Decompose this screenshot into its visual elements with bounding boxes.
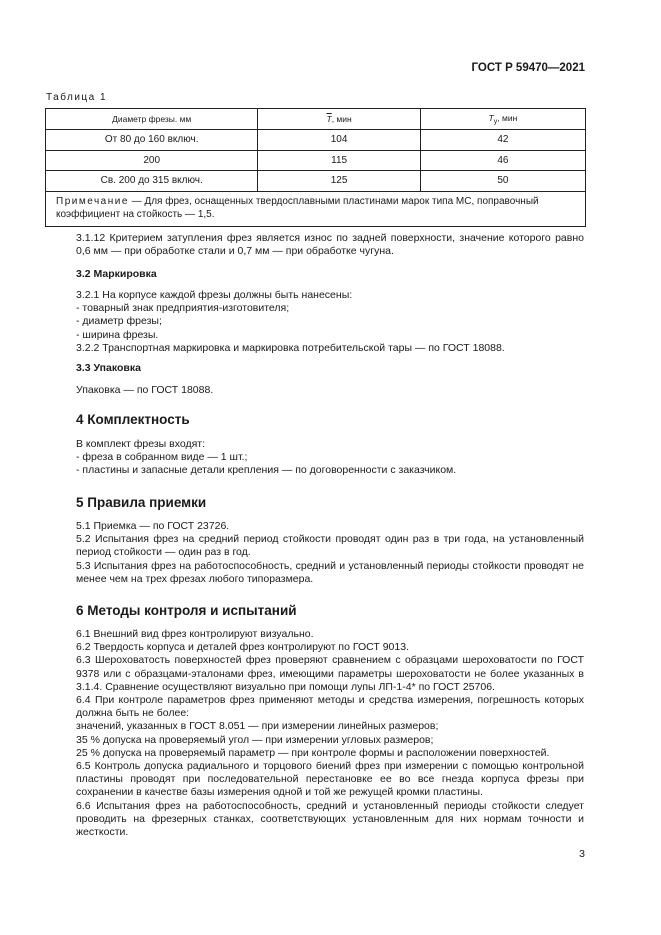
acceptance-block xyxy=(76,520,584,586)
paragraph-text: 3.1.12 Критерием затупления фрез является износ по задней поверхности, значение которого равно 0,6 мм — при обработке стали и 0,7 мм — при обработке чугуна. xyxy=(76,232,584,258)
cell-diameter: 200 xyxy=(46,150,258,171)
cell-ty: 46 xyxy=(420,150,585,171)
table-note-row xyxy=(46,191,586,226)
col-diameter-header: Диаметр фрезы. мм xyxy=(46,109,258,130)
heading-6: 6 Методы контроля и испытаний xyxy=(76,603,297,618)
cell-t: 104 xyxy=(258,130,420,151)
paragraph-3-3: Упаковка — по ГОСТ 18088. xyxy=(76,384,214,396)
ty-subscript: у xyxy=(493,118,498,126)
col-ty-header xyxy=(420,109,585,130)
paragraph-6-4: 6.4 При контроле параметров фрез применяют методы и средства измерения, погрешность которых должна быть не более: xyxy=(76,694,584,720)
table-caption: Таблица 1 xyxy=(46,92,108,103)
list-item: - диаметр фрезы; xyxy=(76,315,162,328)
paragraph-3-1-12 xyxy=(76,232,584,258)
cell-diameter: От 80 до 160 включ. xyxy=(46,130,258,151)
paragraph-6-2: 6.2 Твердость корпуса и деталей фрез контролируют по ГОСТ 9013. xyxy=(76,641,409,654)
list-item: 25 % допуска на проверяемый параметр — при контроле формы и расположении поверхностей. xyxy=(76,746,550,759)
col-t-header xyxy=(258,109,420,130)
paragraph-5-2: 5.2 Испытания фрез на средний период стойкости проводят один раз в три года, на установленный период стойкости — один раз в год. xyxy=(76,533,584,559)
cell-ty: 42 xyxy=(420,130,585,151)
methods-block xyxy=(76,628,584,839)
list-item: - ширина фрезы. xyxy=(76,328,159,341)
table-row xyxy=(46,171,586,192)
table-1 xyxy=(45,108,586,227)
table-row xyxy=(46,130,586,151)
t-mean-symbol: $\overline{T}$ xyxy=(326,114,332,124)
paragraph-5-3: 5.3 Испытания фрез на работоспособность, средний и установленный периоды стойкости проводят не менее чем на трех фрезах любого типоразмера. xyxy=(76,559,584,585)
completeness-block xyxy=(76,438,584,478)
paragraph-6-6: 6.6 Испытания фрез на работоспособность, средний и установленный периоды стойкости следует проводить на фрезерных станках, соответствующих установленным для них нормам точности и жесткости. xyxy=(76,799,584,839)
ty-unit: , мин xyxy=(497,112,518,123)
list-item: значений, указанных в ГОСТ 8.051 — при измерении линейных размеров; xyxy=(76,720,439,733)
marking-block xyxy=(76,289,584,355)
table-note xyxy=(46,191,586,226)
heading-3-3: 3.3 Упаковка xyxy=(76,362,141,374)
page-number: 3 xyxy=(579,848,585,860)
table-row xyxy=(46,150,586,171)
list-item: - фреза в собранном виде — 1 шт.; xyxy=(76,451,248,464)
paragraph-6-1: 6.1 Внешний вид фрез контролируют визуально. xyxy=(76,628,314,640)
list-item: - товарный знак предприятия-изготовителя; xyxy=(76,302,290,315)
cell-ty: 50 xyxy=(420,171,585,192)
cell-diameter: Св. 200 до 315 включ. xyxy=(46,171,258,192)
list-item: - пластины и запасные детали крепления — по договоренности с заказчиком. xyxy=(76,464,457,477)
heading-4: 4 Комплектность xyxy=(76,412,190,427)
t-unit: , мин xyxy=(331,114,352,124)
paragraph-4: В комплект фрезы входят: xyxy=(76,438,206,450)
paragraph-3-2-1: 3.2.1 На корпусе каждой фрезы должны быть нанесены: xyxy=(76,289,353,301)
table-header-row xyxy=(46,109,586,130)
paragraph-3-2-2: 3.2.2 Транспортная маркировка и маркировка потребительской тары — по ГОСТ 18088. xyxy=(76,341,505,354)
document-header: ГОСТ Р 59470—2021 xyxy=(471,62,585,74)
note-label: Примечание xyxy=(56,195,129,207)
cell-t: 115 xyxy=(258,150,420,171)
paragraph-6-3: 6.3 Шероховатость поверхностей фрез проверяют сравнением с образцами шероховатости по ГОСТ 9378 или с образцами-эталонами фрез, имеющими параметры шероховатости не более указанных в 3.1.4. Сравнение осуществляют визуально при помощи лупы ЛП-1-4* по ГОСТ 25706. xyxy=(76,654,584,693)
note-text: — Для фрез, оснащенных твердосплавными пластинами марок типа МС, поправочный коэффициент на стойкость — 1,5. xyxy=(56,195,539,220)
paragraph-5-1: 5.1 Приемка — по ГОСТ 23726. xyxy=(76,520,230,532)
ty-symbol: T xyxy=(488,112,494,123)
heading-3-2: 3.2 Маркировка xyxy=(76,268,157,280)
heading-5: 5 Правила приемки xyxy=(76,495,207,510)
cell-t: 125 xyxy=(258,171,420,192)
paragraph-6-5: 6.5 Контроль допуска радиального и торцового биений фрез при измерении с помощью контрольной пластины проводят при последовательной перестановке ее во все гнезда корпуса фрезы при сохранении в качестве базы измерения одной и той же режущей кромки пластины. xyxy=(76,760,584,799)
list-item: 35 % допуска на проверяемый угол — при измерении угловых размеров; xyxy=(76,733,434,746)
